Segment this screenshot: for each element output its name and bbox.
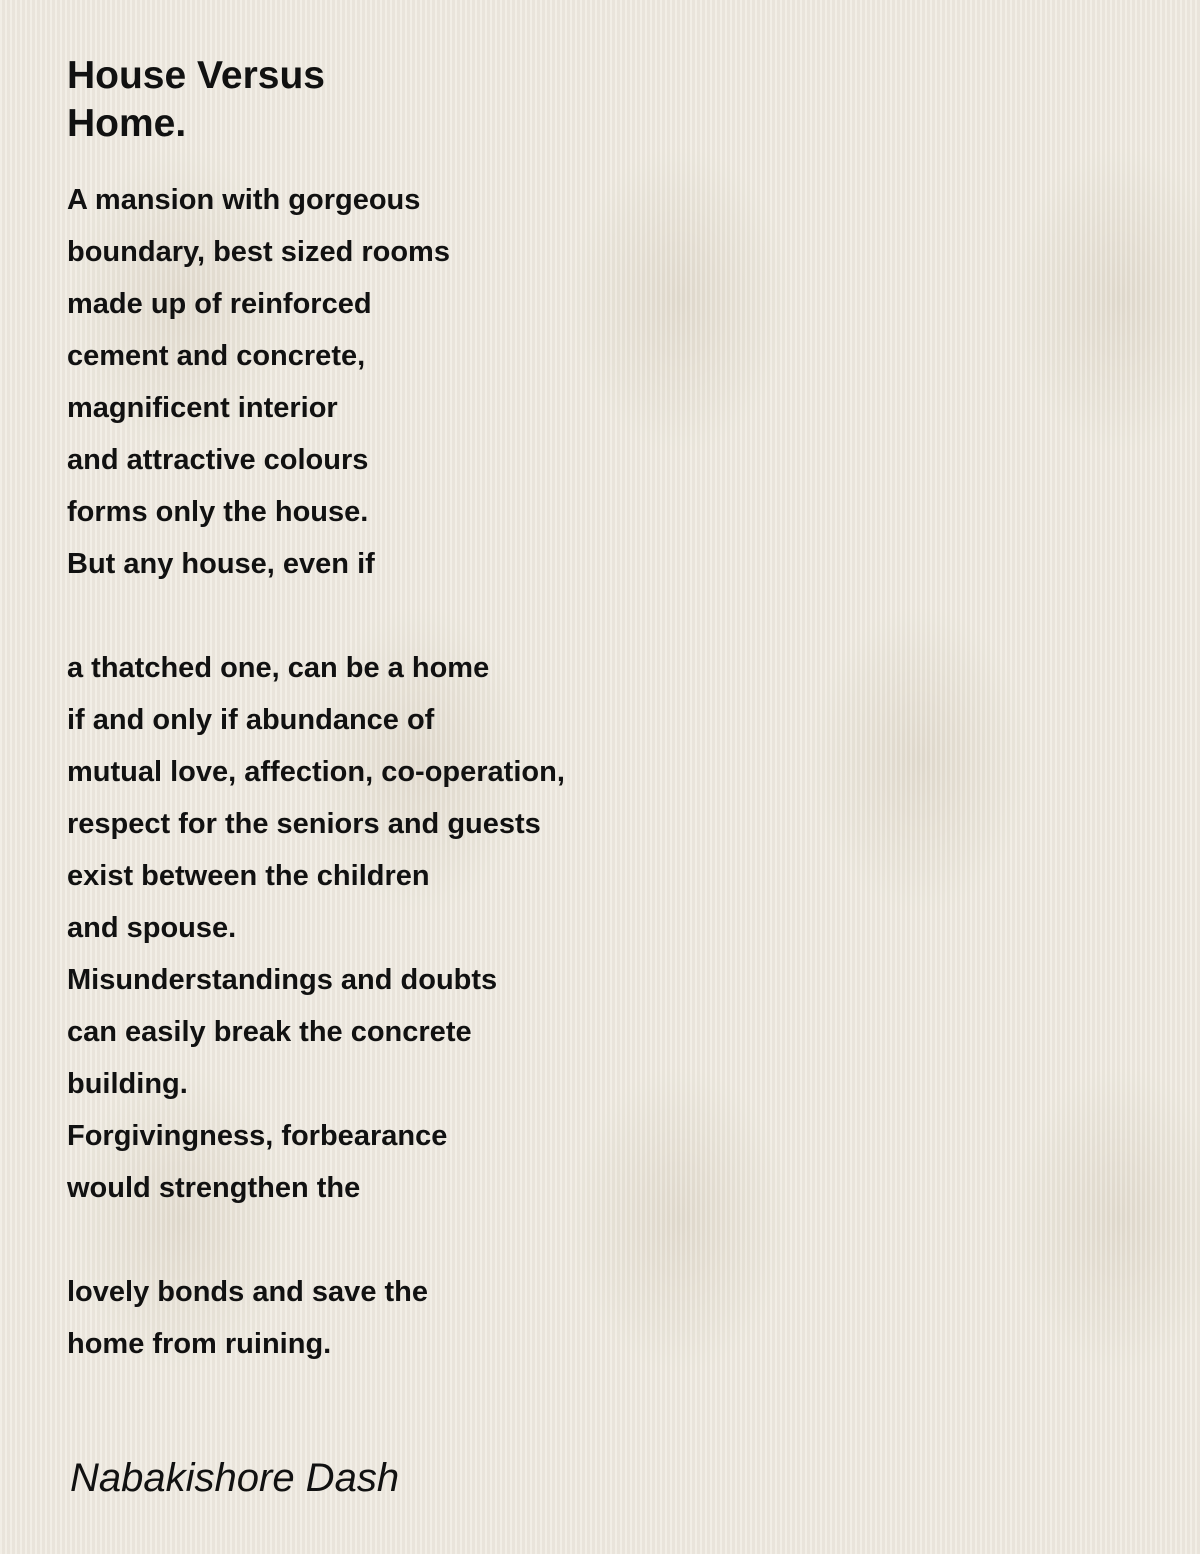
poem-line: a thatched one, can be a home bbox=[67, 652, 490, 684]
poem-line: if and only if abundance of bbox=[67, 704, 435, 736]
poem-line: cement and concrete, bbox=[67, 340, 366, 372]
poem-line: boundary, best sized rooms bbox=[67, 236, 450, 268]
poem-line: A mansion with gorgeous bbox=[67, 184, 421, 216]
poem-line: building. bbox=[67, 1068, 188, 1100]
poem-line: exist between the children bbox=[67, 860, 430, 892]
poem-line: would strengthen the bbox=[67, 1172, 361, 1204]
poem-line: can easily break the concrete bbox=[67, 1016, 472, 1048]
poem-line: magnificent interior bbox=[67, 392, 338, 424]
poem-card bbox=[67, 52, 1167, 1370]
poem-title-line-1: House Versus bbox=[67, 54, 325, 97]
poem-author: Nabakishore Dash bbox=[70, 1456, 400, 1500]
poem-line: and spouse. bbox=[67, 912, 237, 944]
stanza-1 bbox=[67, 174, 1167, 590]
poem-title bbox=[67, 52, 1167, 148]
poem-line: home from ruining. bbox=[67, 1328, 332, 1360]
poem-line: lovely bonds and save the bbox=[67, 1276, 428, 1308]
poem-line: forms only the house. bbox=[67, 496, 369, 528]
poem-body bbox=[67, 174, 1167, 1370]
poem-line: Misunderstandings and doubts bbox=[67, 964, 498, 996]
poem-line: mutual love, affection, co-operation, bbox=[67, 756, 565, 788]
poem-line: respect for the seniors and guests bbox=[67, 808, 541, 840]
poem-line: Forgivingness, forbearance bbox=[67, 1120, 448, 1152]
poem-line: But any house, even if bbox=[67, 548, 375, 580]
poem-title-line-2: Home. bbox=[67, 102, 187, 145]
stanza-3 bbox=[67, 1266, 1167, 1370]
poem-line: made up of reinforced bbox=[67, 288, 372, 320]
poem-line: and attractive colours bbox=[67, 444, 369, 476]
stanza-2 bbox=[67, 642, 1167, 1214]
